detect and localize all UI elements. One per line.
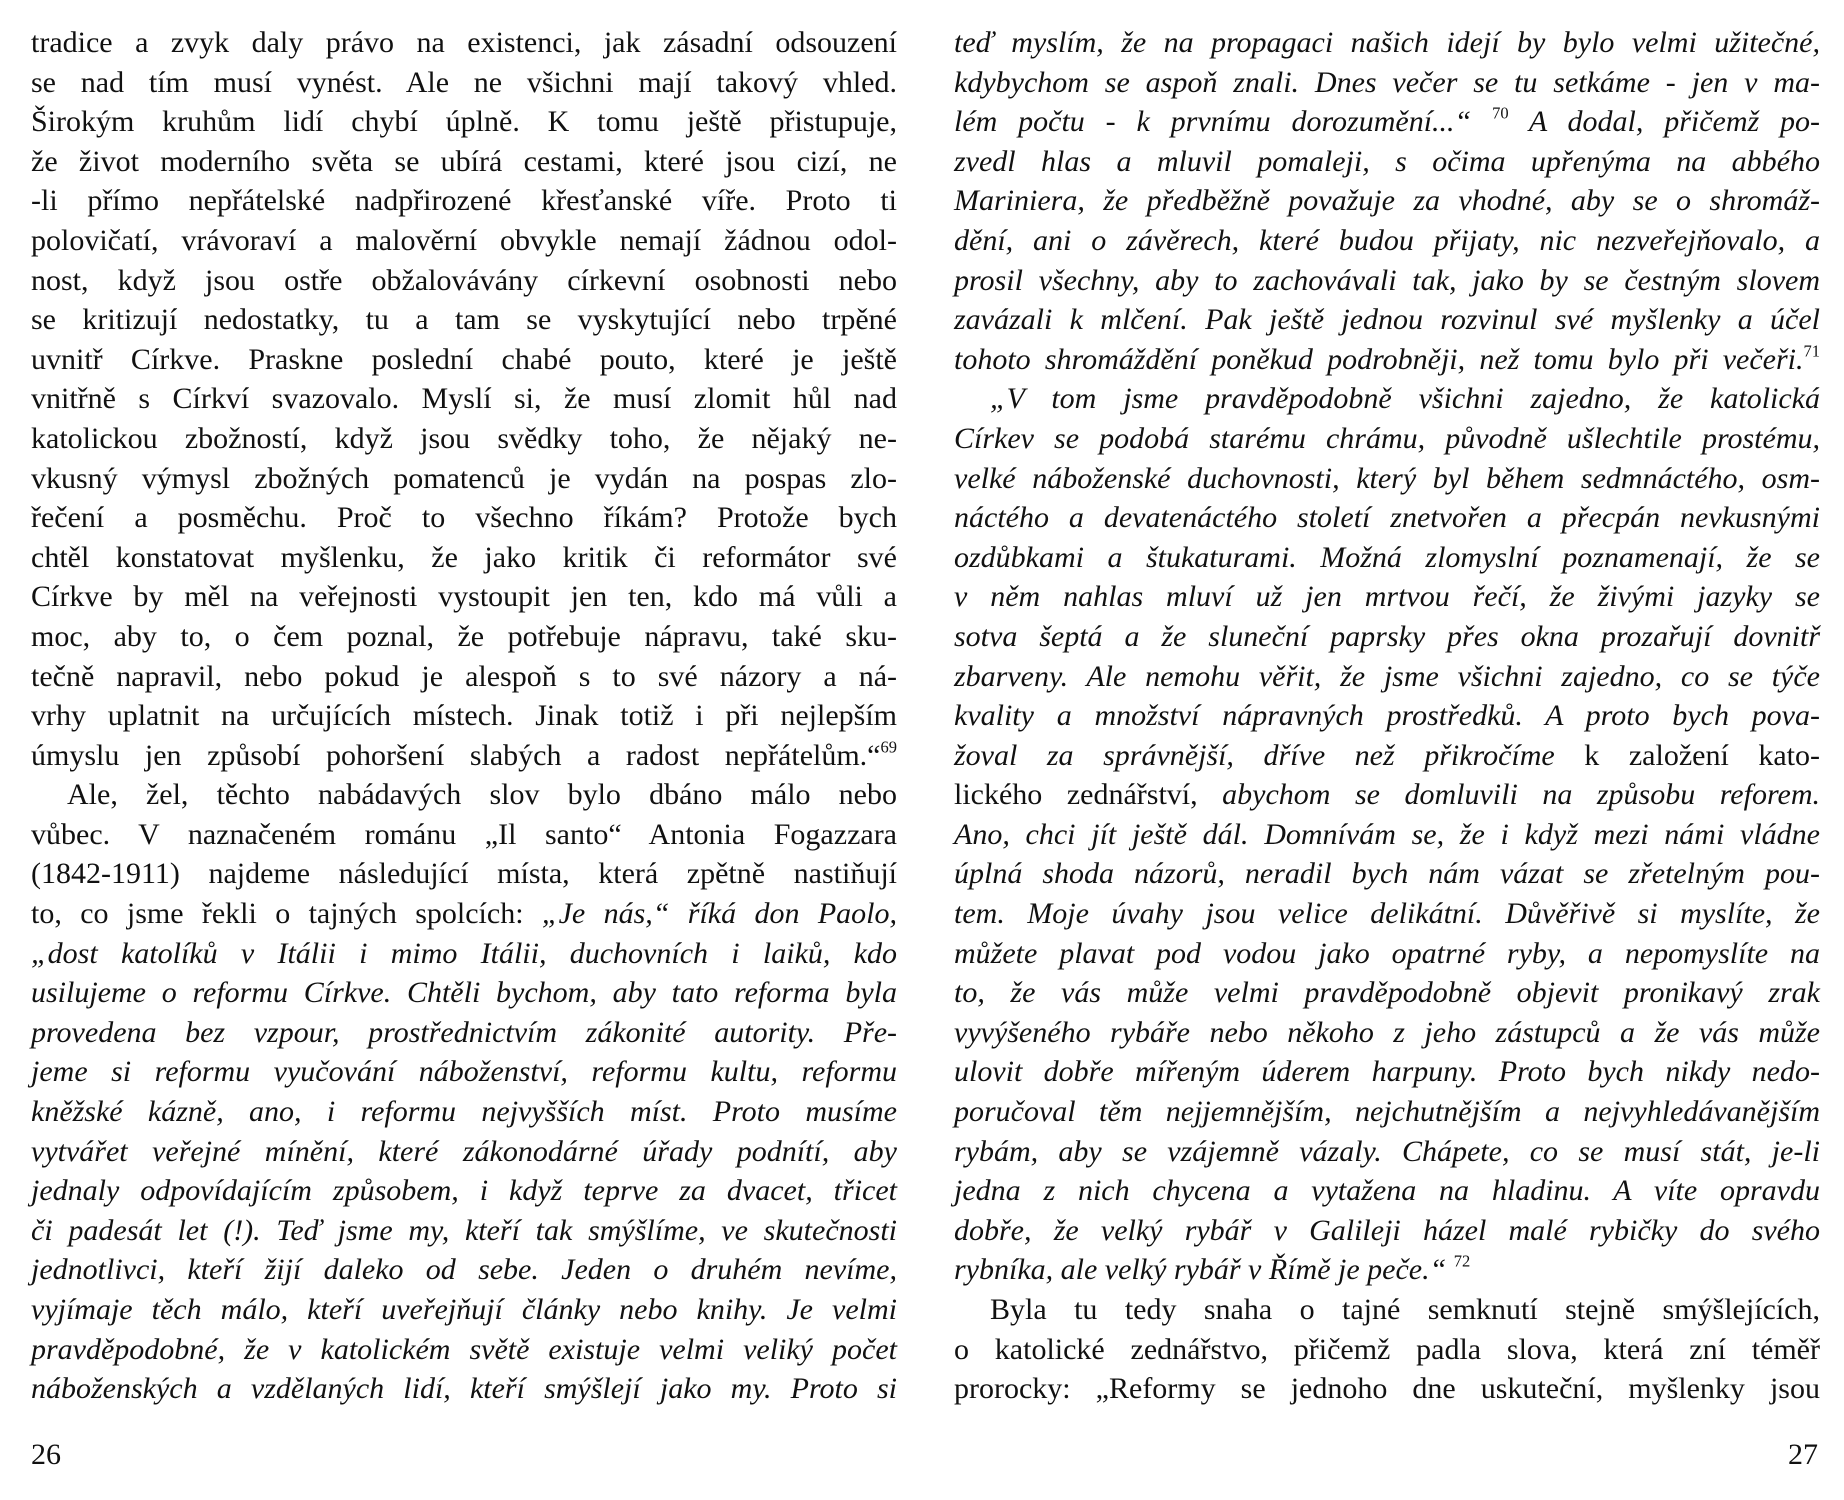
italic-text: ozdůbkami a štukaturami. Možná zlomyslní poznamenají, že se xyxy=(954,540,1820,574)
italic-text: tohoto shromáždění poněkud podrobněji, než tomu bylo při večeři. xyxy=(954,342,1804,376)
italic-text: ulovit dobře mířeným úderem harpuny. Proto bych nikdy nedo- xyxy=(954,1055,1820,1089)
page-number-right: 27 xyxy=(1788,1438,1818,1471)
italic-text: žoval za správnější, dříve než přikročíme xyxy=(954,738,1555,772)
text-line xyxy=(31,63,897,103)
text-line xyxy=(31,894,897,934)
text-line xyxy=(954,142,1820,182)
italic-text: velké náboženské duchovnosti, který byl během sedmnáctého, osm- xyxy=(954,461,1820,495)
text-run: katolickou zbožností, když jsou svědky toho, že nějaký ne- xyxy=(31,421,897,455)
text-run: lického zednářství, xyxy=(954,778,1223,812)
text-line xyxy=(31,1092,897,1132)
italic-text: jednotlivci, kteří žijí daleko od sebe. Jeden o druhém nevíme, xyxy=(31,1253,897,1287)
italic-text: rybníka, ale velký rybář v Římě je peče.“ xyxy=(954,1253,1454,1287)
text-run: Byla tu tedy snaha o tajné semknutí stejně smýšlejících, xyxy=(990,1293,1820,1326)
footnote-ref: 69 xyxy=(880,737,897,757)
text-line xyxy=(31,1013,897,1053)
text-line xyxy=(954,894,1820,934)
text-line xyxy=(954,657,1820,697)
text-run: úmyslu jen způsobí pohoršení slabých a radost nepřátelům.“ xyxy=(31,738,881,772)
italic-text: abychom se domluvili na způsobu reforem. xyxy=(1222,778,1820,812)
text-line xyxy=(954,1330,1820,1370)
text-line xyxy=(954,379,1820,419)
italic-text: dění, ani o závěrech, které budou přijaty, nic nezveřejňovalo, a xyxy=(954,223,1820,257)
italic-text: „dost katolíků v Itálii i mimo Itálii, duchovních i laiků, kdo xyxy=(31,936,897,970)
text-line xyxy=(31,1052,897,1092)
text-line xyxy=(31,775,897,815)
text-line xyxy=(31,854,897,894)
text-line xyxy=(31,538,897,578)
page-number-left: 26 xyxy=(31,1438,61,1471)
text-line xyxy=(954,1171,1820,1211)
text-line xyxy=(954,221,1820,261)
text-line xyxy=(954,498,1820,538)
text-line xyxy=(31,221,897,261)
text-line xyxy=(31,102,897,142)
text-line xyxy=(31,23,897,63)
italic-text: kvality a množství nápravných prostředků. A proto bych pova- xyxy=(954,699,1820,733)
text-run: se kritizují nedostatky, tu a tam se vyskytující nebo trpěné xyxy=(31,303,897,337)
italic-text: můžete plavat pod vodou jako opatrné ryby, a nepomyslíte na xyxy=(954,936,1820,970)
italic-text: vytvářet veřejné mínění, které zákonodárné úřady podnítí, aby xyxy=(31,1134,897,1168)
text-line xyxy=(954,1052,1820,1092)
text-run: nost, když jsou ostře obžalovávány církevní osobnosti nebo xyxy=(31,263,897,297)
italic-text: provedena bez vzpour, prostřednictvím zákonité autority. Pře- xyxy=(31,1015,897,1049)
text-run: uvnitř Církve. Praskne poslední chabé pouto, které je ještě xyxy=(31,342,897,376)
italic-text: náboženských a vzdělaných lidí, kteří smýšlejí jako my. Proto si xyxy=(31,1372,897,1406)
italic-text: to, že vás může velmi pravděpodobně objevit pronikavý zrak xyxy=(954,976,1820,1010)
text-run: Církve by měl na veřejnosti vystoupit jen ten, kdo má vůli a xyxy=(31,580,897,614)
text-line xyxy=(31,1211,897,1251)
italic-text: pravděpodobné, že v katolickém světě existuje velmi veliký počet xyxy=(31,1332,897,1366)
text-line xyxy=(954,1211,1820,1251)
text-line xyxy=(954,419,1820,459)
italic-text: jednaly odpovídajícím způsobem, i když teprve za dvacet, třicet xyxy=(31,1174,897,1208)
text-run: vrhy uplatnit na určujících místech. Jinak totiž i při nejlepším xyxy=(31,699,897,733)
italic-text: vyvýšeného rybáře nebo někoho z jeho zástupců a že vás může xyxy=(954,1015,1820,1049)
italic-text: sotva šeptá a že sluneční paprsky přes okna prozařují dovnitř xyxy=(954,619,1820,653)
text-line xyxy=(954,973,1820,1013)
text-line xyxy=(954,459,1820,499)
italic-text: lém počtu - k prvnímu dorozumění...“ xyxy=(954,105,1493,139)
italic-text: Ano, chci jít ještě dál. Domnívám se, že i když mezi námi vládne xyxy=(954,817,1820,851)
italic-text: „Je nás,“ říká don Paolo, xyxy=(541,897,897,931)
text-run: Ale, žel, těchto nabádavých slov bylo dbáno málo nebo xyxy=(67,778,897,812)
text-line xyxy=(31,379,897,419)
text-line xyxy=(954,1013,1820,1053)
text-line xyxy=(31,261,897,301)
text-line xyxy=(31,300,897,340)
text-run: o katolické zednářstvo, přičemž padla slova, která zní téměř xyxy=(954,1332,1820,1366)
text-line xyxy=(954,1369,1820,1409)
text-line xyxy=(954,261,1820,301)
text-run: řečení a posměchu. Proč to všechno říkám? Protože bych xyxy=(31,501,897,535)
text-line xyxy=(954,1250,1820,1290)
text-line xyxy=(954,577,1820,617)
right-page-text xyxy=(954,23,1820,1409)
text-line xyxy=(31,657,897,697)
text-line xyxy=(954,340,1820,380)
left-page-text xyxy=(31,23,897,1409)
text-line xyxy=(954,63,1820,103)
italic-text: poručoval těm nejjemnějším, nejchutnějším a nejvyhledávanějším xyxy=(954,1095,1820,1129)
text-line xyxy=(954,617,1820,657)
italic-text: jeme si reformu vyučování náboženství, reformu kultu, reformu xyxy=(31,1055,897,1089)
text-line xyxy=(31,617,897,657)
italic-text: tem. Moje úvahy jsou velice delikátní. Důvěřivě si myslíte, že xyxy=(954,897,1820,931)
italic-text: kdybychom se aspoň znali. Dnes večer se tu setkáme - jen v ma- xyxy=(954,65,1820,99)
text-line xyxy=(954,1092,1820,1132)
footnote-ref: 72 xyxy=(1453,1252,1471,1272)
text-line xyxy=(31,419,897,459)
italic-text: dobře, že velký rybář v Galileji házel malé rybičky do svého xyxy=(954,1213,1820,1247)
text-run: Širokým kruhům lidí chybí úplně. K tomu ještě přistupuje, xyxy=(31,105,897,139)
text-line xyxy=(31,1290,897,1330)
text-run: že život moderního světa se ubírá cestami, které jsou cizí, ne xyxy=(31,144,897,178)
text-run: vkusný výmysl zbožných pomatenců je vydán na pospas zlo- xyxy=(31,461,897,495)
text-line xyxy=(954,102,1820,142)
text-line xyxy=(31,1132,897,1172)
text-line xyxy=(31,340,897,380)
italic-text: A dodal, přičemž po- xyxy=(1508,105,1821,139)
italic-text: teď myslím, že na propagaci našich idejí by bylo velmi užitečné, xyxy=(954,26,1820,59)
italic-text: Církev se podobá starému chrámu, původně ušlechtile prostému, xyxy=(954,421,1820,455)
text-line xyxy=(954,300,1820,340)
text-line xyxy=(31,1250,897,1290)
italic-text: vyjímaje těch málo, kteří uveřejňují články nebo knihy. Je velmi xyxy=(31,1293,897,1326)
text-line xyxy=(31,1330,897,1370)
text-line xyxy=(954,696,1820,736)
text-run: vůbec. V naznačeném románu „Il santo“ Antonia Fogazzara xyxy=(31,817,897,851)
italic-text: zvedl hlas a mluvil pomaleji, s očima upřenýma na abbého xyxy=(954,144,1820,178)
italic-text: náctého a devatenáctého století znetvořen a přecpán nevkusnými xyxy=(954,501,1820,535)
text-line xyxy=(954,775,1820,815)
text-run: chtěl konstatovat myšlenku, že jako kritik či reformátor své xyxy=(31,540,897,574)
text-line xyxy=(31,736,897,776)
italic-text: zbarveny. Ale nemohu věřit, že jsme všichni zajedno, co se týče xyxy=(954,659,1820,693)
text-line xyxy=(31,934,897,974)
italic-text: „V tom jsme pravděpodobně všichni zajedno, že katolická xyxy=(990,382,1820,416)
text-line xyxy=(954,934,1820,974)
italic-text: prosil všechny, aby to zachovávali tak, jako by se čestným slovem xyxy=(954,263,1820,297)
text-line xyxy=(954,181,1820,221)
text-line xyxy=(954,815,1820,855)
text-line xyxy=(31,181,897,221)
text-line xyxy=(31,459,897,499)
text-run: tečně napravil, nebo pokud je alespoň s to své názory a ná- xyxy=(31,659,897,693)
italic-text: rybám, aby se vzájemně vázaly. Chápete, co se musí stát, je-li xyxy=(954,1134,1820,1168)
italic-text: jedna z nich chycena a vytažena na hladinu. A víte opravdu xyxy=(954,1174,1820,1208)
italic-text: či padesát let (!). Teď jsme my, kteří tak smýšlíme, ve skutečnosti xyxy=(31,1213,897,1247)
text-line xyxy=(31,815,897,855)
text-run: vnitřně s Církví svazovalo. Myslí si, že musí zlomit hůl nad xyxy=(31,382,897,416)
text-line xyxy=(954,1132,1820,1172)
text-run: k založení kato- xyxy=(1554,738,1820,772)
text-line xyxy=(31,696,897,736)
italic-text: v něm nahlas mluví už jen mrtvou řečí, že živými jazyky se xyxy=(954,580,1820,614)
italic-text: usilujeme o reformu Církve. Chtěli bychom, aby tato reforma byla xyxy=(31,976,897,1010)
footnote-ref: 71 xyxy=(1803,341,1820,361)
text-line xyxy=(31,973,897,1013)
text-run: to, co jsme řekli o tajných spolcích: xyxy=(31,897,542,931)
text-run: se nad tím musí vynést. Ale ne všichni mají takový vhled. xyxy=(31,65,897,99)
italic-text: zavázali k mlčení. Pak ještě jednou rozvinul své myšlenky a účel xyxy=(954,303,1820,337)
text-run: (1842-1911) najdeme následující místa, která zpětně nastiňují xyxy=(31,857,897,891)
text-line xyxy=(954,854,1820,894)
text-line xyxy=(31,142,897,182)
italic-text: kněžské kázně, ano, i reformu nejvyšších míst. Proto musíme xyxy=(31,1095,897,1129)
italic-text: úplná shoda názorů, neradil bych nám vázat se zřetelným pou- xyxy=(954,857,1820,891)
text-line xyxy=(954,736,1820,776)
text-run: moc, aby to, o čem poznal, že potřebuje nápravu, také sku- xyxy=(31,619,897,653)
footnote-ref: 70 xyxy=(1492,103,1509,123)
text-run: prorocky: „Reformy se jednoho dne uskuteční, myšlenky jsou xyxy=(954,1372,1820,1406)
text-line xyxy=(954,1290,1820,1330)
text-line xyxy=(31,577,897,617)
text-line xyxy=(31,1369,897,1409)
text-line xyxy=(31,498,897,538)
text-run: -li přímo nepřátelské nadpřirozené křesťanské víře. Proto ti xyxy=(31,184,897,218)
text-run: polovičatí, vrávoraví a malověrní obvykle nemají žádnou odol- xyxy=(31,223,897,257)
text-run: tradice a zvyk daly právo na existenci, jak zásadní odsouzení xyxy=(31,26,897,59)
text-line xyxy=(954,23,1820,63)
text-line xyxy=(31,1171,897,1211)
italic-text: Mariniera, že předběžně považuje za vhodné, aby se o shromáž- xyxy=(954,184,1820,218)
text-line xyxy=(954,538,1820,578)
